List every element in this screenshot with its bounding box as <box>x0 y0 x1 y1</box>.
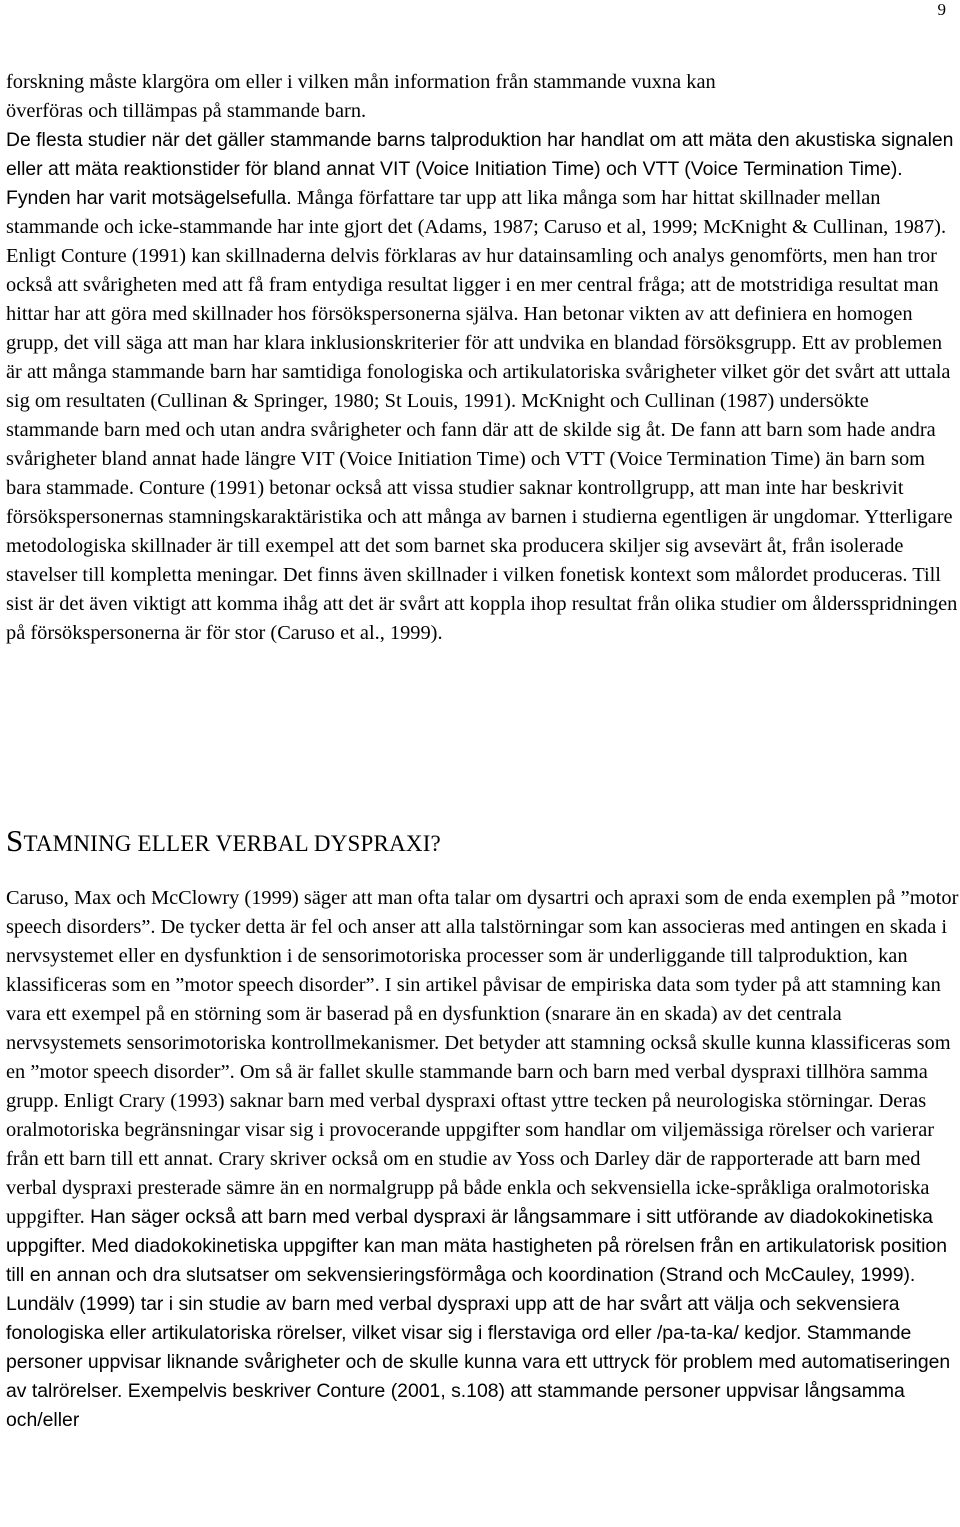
intro-line-2: överföras och tillämpas på stammande barn. <box>6 100 367 122</box>
page-number: 9 <box>937 0 946 19</box>
paragraph-motor-speech <box>6 884 960 1435</box>
heading-first-letter: S <box>6 823 24 858</box>
paragraph-serif-part: Caruso, Max och McClowry (1999) säger att man ofta talar om dysartri och apraxi som de enda exemplen på ”motor speech disorders”. De tycker detta är fel och anser att alla talstörningar som kan associeras med antingen en skada i nervsystemet eller en dysfunktion i de sensorimotoriska processer som är underliggande till talproduktion, kan klassificeras som en ”motor speech disorder”. I sin artikel påvisar de empiriska data som tyder på att stamning kan vara ett exempel på en störning som är baserad på en dysfunktion (snarare än en skada) av det centrala nervsystemets sensorimotoriska kontrollmekanismer. Det betyder att stamning också skulle kunna klassificeras som en ”motor speech disorder”. Om så är fallet skulle stammande barn och barn med verbal dyspraxi tillhöra samma grupp. Enligt Crary (1993) saknar barn med verbal dyspraxi oftast yttre tecken på neurologiska störningar. Deras oralmotoriska begränsningar visar sig i provocerande uppgifter som handlar om viljemässiga rörelser och varierar från ett barn till ett annat. Crary skriver också om en studie av Yoss och Darley där de rapporterade att barn med verbal dyspraxi presterade sämre än en normalgrupp på både enkla och sekvensiella icke-språkliga oralmotoriska uppgifter. <box>6 887 959 1228</box>
section-heading <box>6 824 441 861</box>
intro-line-1: forskning måste klargöra om eller i vilken mån information från stammande vuxna kan <box>6 71 716 93</box>
body-text-section <box>6 884 960 1435</box>
paragraph-sans-part: De flesta studier när det gäller stammande barns talproduktion har handlat om att mäta den akustiska signalen eller att mäta reaktionstider för bland annat VIT (Voice Initiation Time) och VTT (Voice Termination Time). Fynden har varit motsägelsefulla. <box>6 129 954 209</box>
paragraph-measurement-studies <box>6 126 960 648</box>
heading-rest: TAMNING ELLER VERBAL DYSPRAXI? <box>23 831 441 856</box>
body-text-top <box>6 68 960 648</box>
paragraph-sans-part: Han säger också att barn med verbal dyspraxi är långsammare i sitt utförande av diadokokinetiska uppgifter. Med diadokokinetiska uppgifter kan man mäta hastigheten på rörelsen från en artikulatorisk position till en annan och dra slutsatser om sekvensieringsförmåga och koordination (Strand och McCauley, 1999). Lundälv (1999) tar i sin studie av barn med verbal dyspraxi upp att de har svårt att välja och sekvensiera fonologiska eller artikulatoriska rörelser, vilket visar sig i flerstaviga ord eller /pa-ta-ka/ kedjor. Stammande personer uppvisar liknande svårigheter och de skulle kunna vara ett uttryck för problem med automatiseringen av talrörelser. Exempelvis beskriver Conture (2001, s.108) att stammande personer uppvisar långsamma och/eller <box>6 1206 951 1431</box>
paragraph-serif-part: Många författare tar upp att lika många som har hittat skillnader mellan stammande och icke-stammande har inte gjort det (Adams, 1987; Caruso et al, 1999; McKnight & Cullinan, 1987). Enligt Conture (1991) kan skillnaderna delvis förklaras av hur datainsamling och analys genomförts, men han tror också att svårigheten med att få fram entydiga resultat ligger i en mer central fråga; att de motstridiga resultat man hittar har att göra med skillnader hos försökspersonerna själva. Han betonar vikten av att definiera en homogen grupp, det vill säga att man har klara inklusionskriterier för att undvika en blandad försöksgrupp. Ett av problemen är att många stammande barn har samtidiga fonologiska och artikulatoriska svårigheter vilket gör det svårt att uttala sig om resultaten (Cullinan & Springer, 1980; St Louis, 1991). McKnight och Cullinan (1987) undersökte stammande barn med och utan andra svårigheter och fann där att de skilde sig åt. De fann att barn som hade andra svårigheter bland annat hade längre VIT (Voice Initiation Time) och VTT (Voice Termination Time) än barn som bara stammade. Conture (1991) betonar också att vissa studier saknar kontrollgrupp, att man inte har beskrivit försökspersonernas stamningskaraktäristika och att många av barnen i studierna egentligen är ungdomar. Ytterligare metodologiska skillnader är till exempel att det som barnet ska producera skiljer sig avsevärt åt, från isolerade stavelser till kompletta meningar. Det finns även skillnader i vilken fonetisk kontext som målordet produceras. Till sist är det även viktigt att komma ihåg att det är svårt att koppla ihop resultat från olika studier om åldersspridningen på försökspersonerna är för stor (Caruso et al., 1999). <box>6 187 958 644</box>
intro-paragraph <box>6 68 960 126</box>
